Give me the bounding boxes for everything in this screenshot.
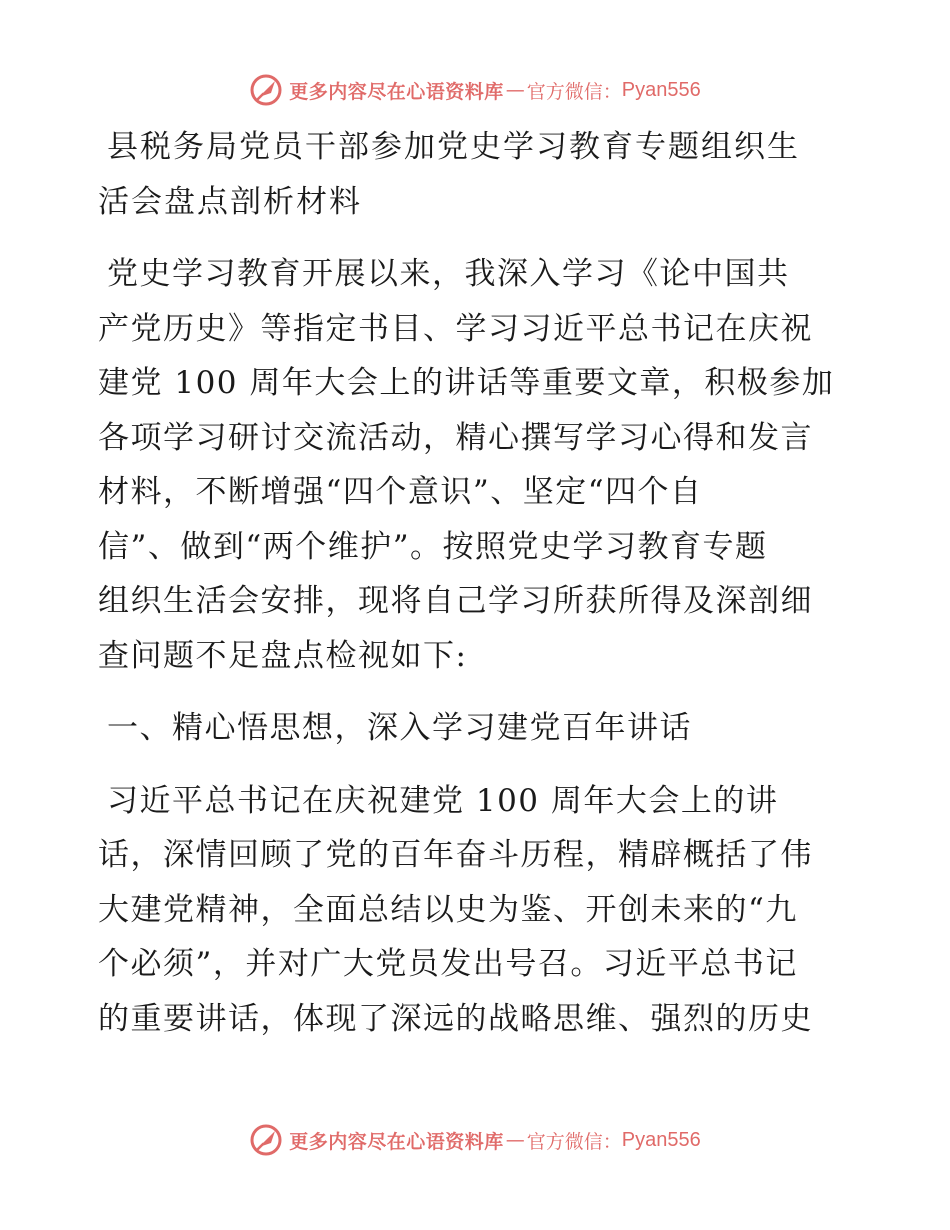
paragraph-line: 信”、做到“两个维护”。按照党史学习教育专题 [98, 528, 768, 565]
paragraph-line: 习近平总书记在庆祝建党 100 周年大会上的讲 [107, 782, 779, 819]
paragraph-2 [98, 774, 858, 1047]
title-line: 县税务局党员干部参加党史学习教育专题组织生 [107, 129, 800, 165]
paragraph-line: 查问题不足盘点检视如下: [98, 637, 468, 674]
paragraph-line: 材料，不断增强“四个意识”、坚定“四个自 [98, 474, 703, 510]
paragraph-line: 个必须”，并对广大党员发出号召。习近平总书记 [98, 946, 798, 982]
watermark-banner-bottom [0, 1120, 950, 1160]
watermark-main-text: 更多内容尽在心语资料库 [289, 1130, 504, 1153]
paragraph-line: 组织生活会安排，现将自己学习所获所得及深剖细 [98, 583, 813, 619]
watermark-banner-top [0, 70, 950, 110]
quill-logo-icon [249, 73, 283, 107]
paragraph-line: 话，深情回顾了党的百年奋斗历程，精辟概括了伟 [98, 837, 813, 873]
document-body [98, 120, 858, 1046]
watermark-separator: — [505, 1129, 525, 1151]
watermark-wechat-id: Pyan556 [621, 78, 701, 101]
watermark-sub-text: 官方微信： [526, 80, 622, 103]
paragraph-line: 各项学习研讨交流活动，精心撰写学习心得和发言 [98, 419, 813, 456]
section-heading-1: 一、精心悟思想，深入学习建党百年讲话 [107, 710, 692, 746]
title-line: 活会盘点剖析材料 [98, 183, 362, 220]
watermark-main-text: 更多内容尽在心语资料库 [289, 80, 504, 103]
watermark-sub-text: 官方微信： [526, 1130, 622, 1153]
document-title [98, 120, 858, 229]
paragraph-line: 党史学习教育开展以来，我深入学习《论中国共 [107, 256, 790, 292]
watermark-wechat-id: Pyan556 [621, 1128, 701, 1151]
paragraph-line: 的重要讲话，体现了深远的战略思维、强烈的历史 [98, 1000, 813, 1037]
quill-logo-icon [249, 1123, 283, 1157]
paragraph-1 [98, 247, 858, 683]
paragraph-line: 产党历史》等指定书目、学习习近平总书记在庆祝 [98, 310, 813, 347]
watermark-separator: — [505, 79, 525, 101]
paragraph-line: 大建党精神，全面总结以史为鉴、开创未来的“九 [98, 891, 798, 928]
paragraph-line: 建党 100 周年大会上的讲话等重要文章，积极参加 [98, 365, 835, 401]
